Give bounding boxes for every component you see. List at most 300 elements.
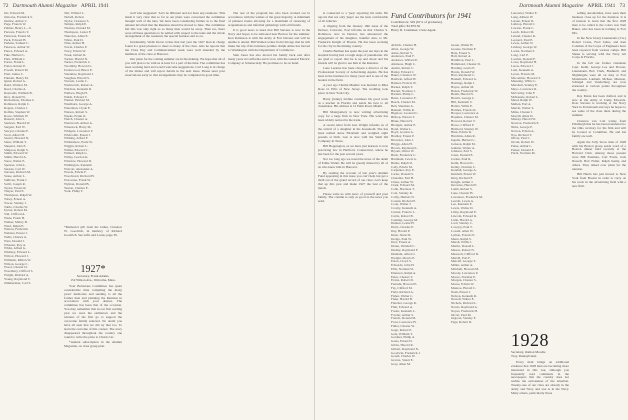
contributor-name: McKenzie, Robert L. (511, 94, 540, 99)
contributor-name: Twombly, Howard L. (64, 64, 93, 69)
contributor-name: Leland, Chester R. (511, 33, 536, 38)
contributor-name: Woods, Edwin F. (64, 170, 87, 175)
contributor-name: Potter, Robert E. (4, 64, 27, 69)
contributor-name: Goodwin, Frederick J. (391, 350, 421, 355)
paragraph: Not too long ago we noted the news of the death of Eddie Waller. He will be greatly missed by all of us who knew him in Hanover. (318, 157, 388, 170)
contributor-name: Powell, Robert M. (4, 67, 29, 72)
contributor-name: Wheelock, Harry M. (64, 124, 92, 129)
contributor-name: Washburn, George A. (64, 102, 93, 107)
contributor-name: Boyd, Gordon A. (391, 130, 414, 135)
contributor-name: Hopkins, Chester M. (451, 115, 479, 120)
contributor-name: Clark, Edward M. (391, 183, 415, 188)
contributor-name: Austin, Robert C. (391, 65, 415, 70)
contributor-name: Fay, Clifford M. (391, 286, 413, 290)
contributor-name: Brown, Raymond L. (391, 145, 419, 150)
left-prose-column (125, 12, 225, 416)
contributor-name: Lowell, Allen W. (451, 229, 474, 234)
contributor-name: Wells, Charles A. (4, 235, 27, 240)
paragraph: A clipping from the January 16th issue of the Denver, Colorado, Post informs us that Charles S. Robinson, now in Denver, has announced the engagement of his daughter, Jennifer Ann, to Mr. Frederick Knight of Boston. He has been working for the city in the mining country. (318, 24, 388, 48)
memorial-note (64, 226, 122, 256)
contributor-name: Whittemore, Earle W. (64, 140, 93, 145)
contributor-name: Richardson, Thomas C. (4, 98, 36, 103)
contributor-name: Lawton, Frank C. (511, 26, 535, 31)
contributor-name: Loomis, Donald F. (511, 56, 536, 61)
contributor-name: Russell, John S. (4, 117, 26, 122)
contributor-name: Barrett, Norman J. (391, 88, 416, 93)
contributor-name: Day, Harold P. (391, 229, 411, 234)
contributor-name: Outlaw, Arthur C. (4, 18, 28, 23)
contributor-name: Underwood, Bruce E. (64, 67, 93, 72)
right-magazine-title: Dartmouth Alumni Magazine (519, 3, 584, 9)
contributor-name: Drake, Wendell C. (391, 244, 416, 249)
contributor-name: Fisher, Walter C. (391, 293, 414, 298)
contributor-name: Bates, Lawrence E. (391, 96, 417, 101)
contributor-name: Tarbell, Robert (64, 14, 84, 19)
contributor-name: Titus, Arthur H. (64, 41, 85, 46)
contributor-name: Gale, William T. (391, 331, 413, 336)
contributor-name: Norris, Raymond A. (451, 304, 478, 309)
contributor-name: Wadsworth, Robert A. (64, 83, 94, 88)
contributor-name: Lindsay, George W. (511, 45, 538, 50)
contributor-name: Lyons, Francis M. (511, 71, 535, 76)
contributor-name: Jackson, Ralph M. (451, 141, 476, 146)
contributor-name: Norton, Edwin A. (511, 128, 535, 133)
left-magazine-title: Dartmouth Alumni Magazine (12, 3, 77, 9)
contributor-name: Walker, Mabry B. (4, 219, 28, 224)
contributor-name: Holmes, Francis R. (451, 107, 477, 112)
contributor-name: Reynolds, William B. (4, 90, 33, 95)
contributor-name: Mitchell, Howard M. (451, 267, 480, 272)
contributor-name: Wentworth, Arthur A. (64, 121, 93, 126)
contributor-name: Watson, Robert S. (64, 109, 88, 114)
contributor-name: Manning, Willis C. (511, 79, 537, 84)
contributor-name: Lyman, Francis E. (451, 232, 476, 237)
contributor-name: Harris, Donald W. (451, 69, 475, 74)
contributor-name: Cady, Edwin M. (391, 164, 413, 169)
contributor-name: Nims, George P. (511, 124, 533, 129)
contributor-name: Whipple, Lawrence T. (64, 128, 94, 133)
contributor-name: Sanborn, Harold W. (4, 121, 31, 126)
contributor-name: Nelson, Kenneth R. (451, 293, 478, 298)
paragraph: Lane Lazarus has been chosen a director of the Professional Society of Advertising Agents. He has been in the business for many years and is one of the leaders in the field. (318, 66, 388, 82)
contributor-name: Wilson, George C. (4, 261, 29, 266)
contributor-name: Williams, Milton W. (4, 257, 31, 262)
contributor-name: Lucas, Edward J. (511, 64, 534, 69)
contributor-name: Ballard, Francis W. (391, 80, 417, 85)
contributor-name: Page, Francis W. (4, 22, 27, 27)
contributor-name: Pratt, James C. (4, 71, 24, 76)
contributor-name: Graves, Stuart E. (391, 358, 414, 363)
right-prose-column-2 (572, 12, 626, 416)
contributor-name: Curtis, Robert B. (391, 213, 414, 218)
contributor-name: Davis, Charles E. (391, 225, 415, 230)
paragraph: Bill Hoppington, as we have just learned, is now practicing law in Hartford, Connecticut, where he has been for the past several years. (318, 144, 388, 156)
contributor-name: Smith, Edward W. (4, 151, 29, 156)
fund-contributors-count: Contributors: 329 (91% of graduates). (391, 20, 443, 24)
contributor-name: Dunham, Alfred J. (391, 251, 416, 256)
contributor-name: Lamb, Robert S. (451, 187, 473, 192)
contributor-name: Fuller, Chester W. (391, 323, 415, 328)
contributor-name: Lee, Kenneth P. (451, 202, 472, 207)
contributor-name: Rowe, William W. (4, 113, 29, 118)
contributor-name: Dean, Stuart R. (391, 232, 412, 237)
paragraph: Sam Jones has also moved his family back east after many years in California and is now with the General Electric Company at Schenectady. He promises to be on hand. (228, 53, 310, 65)
contributor-name: Murray, Harold W. (511, 117, 536, 122)
right-names-column-2 (451, 44, 509, 416)
contributor-name: Wilcox, Howard J. (4, 254, 29, 258)
contributor-name: Hart, Raymond C. (451, 73, 476, 78)
paragraph: Bill Montgomery is now writing advertising copy for a large firm in New York. His work has been widely noticed in the trade. (318, 109, 388, 122)
contributor-name: Newell, Walter E. (451, 297, 475, 302)
contributor-name: Whitney, Edward L. (4, 250, 31, 255)
contributor-name: Osborne, Frederick S. (4, 14, 33, 19)
contributor-name: Conant, Richard P. (391, 198, 416, 203)
contributor-name: Chandler, Earl H. (391, 175, 415, 180)
contributor-name: Hooper, Lawrence A. (451, 111, 480, 116)
contributor-name: Knowles, Harold E. (451, 183, 478, 188)
contributor-name: Bigelow, Leonard C. (391, 111, 419, 116)
fund-total-gifts: Total gifts: $3,879.50 (391, 24, 421, 28)
contributor-name: Vaughan, Harold S. (64, 75, 90, 80)
contributor-name: Bradley, Ernest P. (391, 134, 415, 139)
contributor-name: Eaton, Lloyd S. (391, 259, 412, 264)
contributor-name: Walsh, Edward T. (64, 94, 88, 99)
contributor-name: Gray, Allen M. (391, 361, 411, 366)
paragraph: Ray Mann has been drafted, and is now in the Army at Camp Edwards. Ross Stevens is working at the Navy Yard in Portsmouth and says he hopes to see some of the class there during the summer. (572, 93, 626, 118)
contributor-name: Buck, Frederick C. (391, 153, 417, 158)
paragraph: It is good news to learn that Bill Stevens is now in the Navy and hopes to be stationed near Boston for the summer. Ken Robinson is with the Army at Fort Devens and will be unable to attend. Bill Wathen writes from Chicago that he will make the trip if his business permits. Ralph Ames has moved to Washington with the Department of Commerce. (228, 28, 310, 52)
contributor-name: Frost, Lawrence H. (391, 320, 417, 325)
right-page (314, 0, 628, 420)
contributor-name: Rice, Donald W. (4, 94, 26, 99)
class-1927-section (64, 264, 122, 414)
contributor-name: Bell, Sherman A. (391, 103, 414, 108)
contributor-name: Stearns, Carl W. (4, 166, 26, 171)
contributor-name: Evans, Robert D. (391, 278, 414, 283)
paragraph: Incidentally, Wells Dover writes that last year the 1927 man in charge found it a great pleasure to meet so many of the class. Also he reports that the Class Day and Commencement week were well attended by the members of the class at Hanover. (125, 39, 225, 56)
contributor-name: Dodge, Paul W. (391, 236, 412, 241)
memorial-note-text: *Memorial gift from his father, Clarence W. Goodrich, in memory of Richard Goodrich. See Gifts and Loans, page 36. (64, 226, 122, 237)
contributor-name: Ingalls, Herbert C. (451, 137, 476, 142)
left-page-header (3, 3, 109, 9)
contributor-name: Waldron, Kenneth R. (64, 86, 92, 91)
contributor-name: Platt, William J. (4, 56, 26, 61)
contributor-name: Dwight, Morris E. (391, 255, 416, 260)
right-names-column-3 (511, 12, 569, 272)
contributor-name: Libby, Raymond E. (451, 210, 477, 215)
contributor-name: Cole, Stanley R. (391, 191, 413, 196)
contributor-name: Upton, Robert M. (4, 208, 28, 213)
contributor-name: Tracy, Edwin W. (64, 48, 87, 53)
contributor-name: Colby, Herbert N. (391, 194, 415, 199)
contributor-name: Harding, Lewis E. (451, 65, 476, 70)
contributor-name: Waterman, Clyde E. (64, 105, 91, 110)
class-1927-address: 152 Wilson Ave., Welcome, Mass. (70, 277, 116, 282)
contributor-name: Scott, Albert H. (4, 132, 25, 137)
contributor-name: Beach, Chester M. (391, 99, 416, 104)
contributor-name: French, Donald M. (391, 316, 417, 321)
paragraph: The rest of the program has also been worked out in accordance with the wishes of the great majority. A minimum of planned events allowing for a maximum of renewing of acquaintances and informal gatherings with old friends. (228, 12, 310, 27)
contributor-name: Paine, Arthur L. (511, 143, 533, 148)
contributor-name: Mead, Ralph W. (511, 98, 533, 103)
contributor-name: Long, Carl P. (511, 52, 529, 57)
contributor-name: Hutchins, Allen R. (451, 134, 476, 139)
contributor-name: Ward, Ralph E. (4, 223, 25, 228)
contributor-name: Estes, Chester T. (391, 274, 414, 279)
contributor-name: Worcester, Frank W. (64, 178, 91, 183)
contributor-name: Shepard, John E. (4, 143, 27, 148)
right-issue-date: APRIL 1941 (587, 3, 616, 9)
fund-title: Fund Contributors for 1941 (391, 12, 472, 20)
contributor-name: Butler, Ralph D. (391, 160, 413, 165)
contributor-name: Sullivan, Frank J. (4, 178, 28, 183)
right-page-number: 73 (619, 3, 625, 9)
contributor-name: Johnson, Earl S. (451, 149, 473, 154)
contributor-name: Morrill, Allen D. (511, 113, 534, 118)
contributor-name: Miles, Chester J. (511, 109, 534, 114)
contributor-name: York, Philip T. (64, 189, 84, 194)
contributor-name: Dow, Ernest A. (391, 240, 412, 245)
contributor-name: Miller, Arthur A. (451, 263, 474, 268)
contributor-name: Zimmerman, Carl S. (4, 280, 32, 285)
contributor-name: Stone, Arthur L. (4, 174, 26, 179)
contributor-name: Sargent, Earl W. (4, 124, 26, 129)
contributor-name: Peck, Edward H. (4, 37, 27, 42)
contributor-name: McCarthy, John F. (511, 90, 536, 95)
contributor-name: Gibbs, Harold R. (391, 342, 414, 347)
paragraph: Harry (Jenny) Jardine continues his good work as a teacher in Florida and sends his best to all classmates. His address is 12 Palm Road, Miami. (318, 96, 388, 109)
contributor-name: Rogers, Charles J. (4, 105, 28, 110)
contributor-name: Vail, Clifford A. (4, 212, 26, 217)
contributor-name: Woodbury, Clifford S. (4, 269, 34, 274)
contributor-name: Hammond, Chester D. (451, 61, 481, 66)
contributor-name: Leonard, Paul E. (511, 37, 534, 42)
contributor-name: Lunt, Kenneth A. (511, 67, 534, 72)
contributor-name: Leavitt, Lewis A. (451, 198, 474, 203)
contributor-name: Hunt, Edwin D. (451, 130, 472, 135)
year-heading-1927: 1927* (80, 264, 106, 275)
contributor-name: Seaver, Howard N. (4, 136, 30, 141)
class-1928-secretary: Secretary, Osmon Moodie (511, 350, 546, 354)
contributor-name: Shaw, William T. (4, 140, 27, 145)
contributor-name: Wright, Richard A. (4, 272, 30, 277)
contributor-name: Withington, Kenneth (64, 162, 92, 167)
contributor-name: Crosby, Kenneth A. (391, 206, 417, 211)
contributor-name: Parsons, Francis T. (4, 29, 29, 34)
contributor-name: Tucker, Harold N. (64, 56, 88, 61)
contributor-name: Lathrop, Harold J. (511, 22, 536, 27)
contributor-name: Hale, Ernest S. (451, 50, 471, 55)
contributor-name: Fletcher, George R. (391, 301, 417, 306)
contributor-name: Valentine, Raymond J. (64, 71, 94, 76)
contributor-name: Baker, Clarence W. (391, 73, 417, 78)
contributor-name: Aldrich, Charles H. (391, 44, 417, 47)
contributor-name: Gilbert, Raymond N. (391, 346, 419, 351)
contributor-name: Hazen, Frederick W. (451, 88, 479, 93)
contributor-name: Thomas, Donald M. (64, 26, 91, 31)
contributor-name: Gardner, Philip A. (391, 335, 416, 340)
contributor-name: Lincoln, Edward R. (451, 213, 478, 218)
contributor-name: Smith, Harold A. (4, 155, 27, 160)
contributor-name: Nye, Richard T. (511, 132, 532, 137)
contributor-name: Hewitt, George L. (451, 96, 475, 101)
contributor-name: Cobb, Harrison T. (391, 187, 415, 192)
paragraph: Every mail brings an additional evidence that 1928 men are becoming more interested in this war, although you frequently read comments in the newspapers that the country does not realize the seriousness of the situation. Twenty-one of our class are already in the Army and Navy and one is in the Navy. Many others, particularly those (511, 359, 569, 396)
contributor-name: Page, Robert D. (451, 320, 473, 325)
contributor-name: Bond, Walter L. (391, 126, 413, 131)
contributor-name: Wheeler, Roy A. (4, 242, 27, 247)
contributor-name: West, Donald J. (4, 238, 25, 243)
paragraph: By reading the account of last year's Alumni Fund appearing in this issue you can't help but get a thrill out of the grand record of our class. Let's keep that up this year and make 1927 the best of the bunch. (318, 170, 388, 191)
contributor-name: Willard, Ralph G. (64, 151, 88, 156)
contributor-name: Weeks, Frank O. (64, 113, 87, 118)
contributor-name: Currier, Francis L. (391, 210, 416, 215)
contributor-name: Carter, Donald S. (391, 172, 414, 177)
contributor-name: Brewster, John J. (391, 137, 414, 142)
left-issue-date: APRIL 1941 (80, 3, 109, 9)
contributor-name: Blake, Harold S. (391, 118, 413, 123)
contributor-name: Haskell, Edward G. (451, 77, 478, 82)
contributor-name: Putnam, Henry M. (4, 75, 29, 80)
left-names-column-1 (4, 12, 62, 416)
contributor-name: Robinson, Ralph C. (4, 102, 31, 107)
contributor-name: Nash, Ernest J. (451, 289, 471, 294)
contributor-name: Pierce, Edward A. (4, 48, 28, 53)
paragraph: In the New Jersey Lieutenants (J.G.) Robert Crane, Fred Johns, and Ken Coleman of the Corps of Engineers have been reported from various camps. Bill Shane is serving with the Navy Air Corps in Florida. (572, 35, 626, 60)
contributor-name: Trask, Gilbert R. (64, 52, 87, 57)
contributor-name: Mason, Robert N. (451, 248, 475, 253)
contributor-name: Tuttle, Charles W. (4, 204, 28, 209)
contributor-name: Macomber, Howard T. (511, 75, 541, 80)
contributor-name: Flint, Edward A. (391, 304, 413, 309)
contributor-name: Hubbard, Stanley W. (451, 126, 479, 131)
contributor-name: Fiske, Harold B. (391, 297, 413, 302)
contributor-name: Temple, Ralph E. (64, 22, 88, 27)
contributor-name: Marshall, Stanley E. (511, 83, 538, 88)
contributor-name: Peterson, Arthur W. (4, 45, 31, 50)
contributor-name: Lancaster, Walter E. (511, 12, 538, 15)
contributor-name: Mellen, Earl A. (511, 102, 532, 107)
contributor-name: Gates, Ernest D. (391, 339, 413, 344)
paragraph: Please write us with news of yourself and your family. The column is only as good as the news you send. (318, 191, 388, 204)
contributor-name: Moore, Norman E. (451, 274, 476, 279)
paragraph: Our plans for the coming summer are in the making. We hope that all of you will plan to be with us at least for a part of the time. The committee has been working hard and would welcome suggestions. Carl Long is in charge of the dinner and will report details in the next issue. Please send your reservations early so that arrangements may be completed in good time. (125, 56, 225, 77)
contributor-name: Whitcomb, Ernest J. (64, 132, 91, 137)
contributor-name: Barnes, Ralph T. (391, 84, 414, 89)
contributor-name: Marsh, Willis J. (451, 240, 472, 245)
contributor-name: Olcott, Paul M. (451, 312, 472, 317)
contributor-name: Young, Raymond T. (4, 276, 31, 281)
contributor-name: Yeaton, Charles E. (64, 185, 89, 190)
contributor-name: Moody, Lawrence P. (451, 270, 479, 275)
contributor-name: Anderson, Paul F. (391, 54, 415, 59)
contributor-name: Noyes, Frederick H. (451, 308, 478, 313)
contributor-name: Lane, Chester H. (451, 191, 474, 196)
contributor-name: Dudley, Raymond F. (391, 248, 419, 253)
contributor-name: Lewis, Walter D. (451, 206, 474, 211)
contributor-name: Kendall, George A. (451, 168, 477, 173)
contributor-name: Carpenter, Roy E. (391, 168, 415, 173)
contributor-name: Metcalf, George T. (451, 259, 476, 264)
contributor-name: Howard, Robert T. (451, 118, 476, 123)
contributor-name: Lowe, Raymond H. (511, 60, 538, 65)
contributor-name: Patch, Norman M. (511, 151, 536, 156)
contributor-name: Jordan, Paul R. (451, 156, 472, 161)
contributor-name: Welch, Chester A. (64, 117, 88, 122)
contributor-name: Larsen, Ernest D. (511, 18, 535, 23)
contributor-name: Lovejoy, Paul T. (451, 225, 473, 230)
contributor-name: Keith, Howard L. (451, 160, 475, 165)
contributor-name: Bartlett, Philip C. (391, 92, 415, 97)
contributor-name: Whiting, Alfred F. (64, 136, 89, 141)
contributor-name: Locke, Norman S. (511, 48, 536, 53)
left-page-number: 72 (3, 3, 9, 9)
contributor-name: Howe, Clifford P. (451, 122, 475, 127)
contributor-name: Webster, Ernest J. (4, 231, 28, 236)
contributor-name: Morgan, Chester S. (451, 278, 477, 283)
contributor-name: Osgood, Stanley F. (451, 316, 477, 321)
contributor-name: Taylor, Ernest R. (4, 185, 27, 190)
contributor-name: Kimball, Ernest W. (451, 172, 477, 177)
paragraph: In the fall our former classmate Capt. Keith, George Lee and Prosser, Lieutenants Bob Clark, Bushnell, and Nightingale were all on duty at Fort Monmouth. Lanham, McKee, Munson, Schlegel and Vanderburg are now stationed at various points throughout the country. (572, 60, 626, 93)
contributor-name: Wolcott, Alexander A. (64, 166, 94, 171)
contributor-name: Briggs, Allen H. (391, 141, 413, 146)
class-1928-section (511, 330, 569, 416)
contributor-name: Jones, Donald E. (451, 153, 474, 158)
contributor-name: Merrill, Earl F. (451, 255, 471, 260)
contributor-name: Warren, Frederick (4, 227, 28, 232)
contributor-name: Bailey, Edward J. (391, 69, 415, 74)
contributor-name: Little, Harold A. (451, 217, 473, 222)
contributor-name: Lawrence, Frederick M. (451, 194, 483, 199)
contributor-name: Lord, Stanley C. (451, 221, 473, 226)
contributor-name: Chase, Arthur W. (391, 179, 414, 184)
contributor-name: Hayes, Arthur M. (451, 84, 475, 89)
contributor-name: Towle, Charles P. (64, 45, 88, 50)
fund-class-agent: Harry D. Cusmaker, Class Agent. (391, 28, 437, 32)
contributor-name: Mayo, Lawrence R. (511, 86, 538, 91)
contributor-name: Damon, Leslie H. (391, 221, 415, 226)
paragraph: Bill Harris has just moved to New York from Boston in order to carry on his work in the advertising field with a new firm. (572, 172, 626, 189)
contributor-name: Orr, Edward M. (4, 12, 25, 15)
contributor-name: Field, Richard A. (391, 289, 414, 294)
contributor-name: Burnham, Lewis G. (391, 156, 418, 161)
contributor-name: Rand, Wallace M. (4, 83, 28, 88)
contributor-name: Thurston, Allen E. (64, 33, 89, 38)
contributor-name: Baldwin, Alfred H. (391, 77, 417, 82)
contributor-name: Hamilton, Paul L. (451, 58, 475, 63)
paragraph: Again the Jolly Snow man of 1928 with his Boston group sends word of a Boston dinner held recently at the Harvard Club. Among those present were Bill Eastman, Carl Farris, Jack Newell, Bob Fuller, Ralph Kemp and others. They talked over plans for the reunion. (572, 139, 626, 171)
contributor-name: Vincent, Leslie C. (64, 79, 88, 84)
contributor-name: Munroe, Harold C. (451, 286, 477, 290)
contributor-name: Hill, Kenneth S. (451, 99, 473, 104)
contributor-name: Rollins, Stephen W. (4, 109, 31, 114)
contributor-name: Mann, Ralph S. (451, 236, 472, 241)
contributor-name: Hall, Robert A. (451, 54, 472, 59)
right-prose-column (318, 12, 388, 416)
contributor-name: Wyman, Donald B. (64, 181, 90, 186)
contributor-name: White, Alfred G. (4, 246, 27, 251)
contributor-name: Quint, Robert G. (4, 79, 27, 84)
contributor-name: Tobey, Ernest A. (4, 197, 26, 202)
contributor-name: Reed, Charles A. (4, 86, 27, 91)
contributor-name: Ellis, Norman W. (391, 267, 414, 272)
class-1927-notes (64, 285, 122, 349)
contributor-name: Greene, Norman F. (451, 46, 477, 51)
left-names-column-2 (64, 12, 122, 222)
contributor-name: Orcutt, Robert W. (511, 140, 535, 145)
contributor-name: Spencer, John L. (4, 162, 27, 167)
